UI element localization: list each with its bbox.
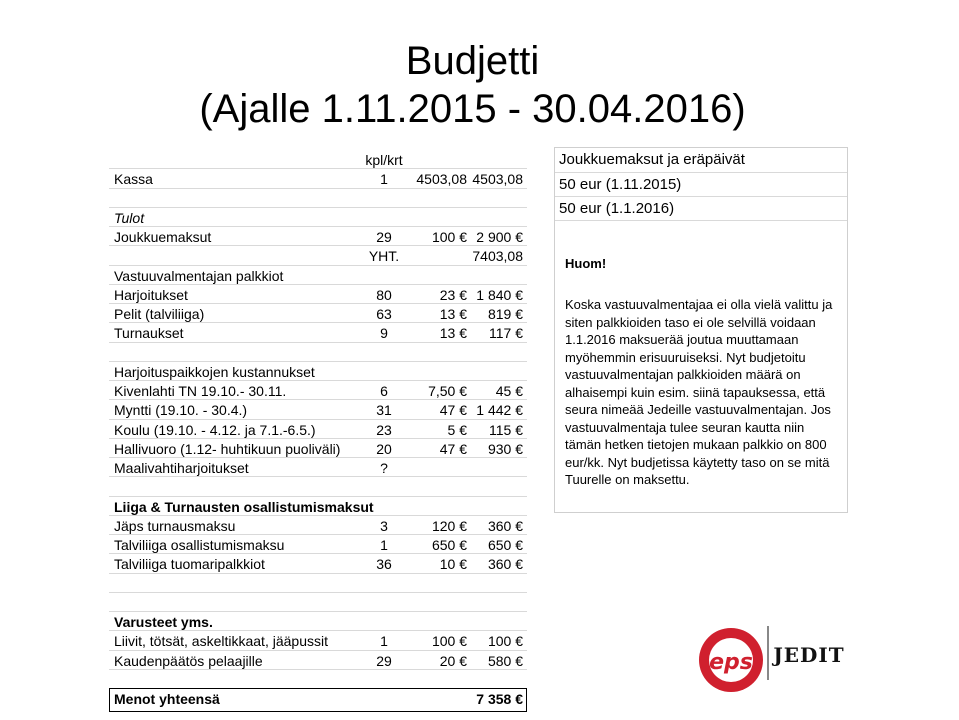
budget-row — [109, 169, 527, 189]
budget-row — [109, 266, 527, 286]
budget-row — [109, 227, 527, 247]
budget-cell-total: 1 840 € — [476, 286, 523, 303]
budget-cell-unit: 4503,08 — [416, 171, 467, 188]
budget-cell-total: 7403,08 — [472, 248, 523, 265]
budget-cell-num: 3 — [380, 517, 388, 534]
budget-cell-label: Kaudenpäätös pelaajille — [114, 652, 263, 669]
budget-cell-unit: 20 € — [439, 652, 467, 669]
budget-cell-num: 31 — [376, 402, 392, 419]
budget-cell-num: 6 — [380, 383, 388, 399]
budget-row — [109, 381, 527, 401]
budget-row — [109, 439, 527, 459]
header-kpl-krt: kpl/krt — [365, 152, 403, 168]
budget-cell-label: Harjoituspaikkojen kustannukset — [114, 363, 315, 380]
budget-row — [109, 477, 527, 497]
budget-cell-num: 80 — [376, 286, 392, 303]
budget-cell-num: YHT. — [368, 248, 400, 265]
budget-row — [109, 516, 527, 536]
budget-cell-label: Pelit (talviliiga) — [114, 306, 205, 322]
budget-cell-unit: 13 € — [439, 325, 467, 342]
budget-cell-label: Joukkuemaksut — [114, 229, 212, 245]
budget-cell-label: Myntti (19.10. - 30.4.) — [114, 402, 248, 419]
budget-cell-num: 1 — [380, 633, 388, 650]
budget-cell-unit: 10 € — [439, 556, 467, 573]
budget-cell-num: 1 — [380, 171, 388, 188]
budget-row — [109, 458, 527, 478]
budget-cell-total: 7 358 € — [476, 691, 523, 707]
logo-divider — [767, 626, 769, 680]
budget-cell-label: Kivenlahti TN 19.10.- 30.11. — [114, 383, 287, 399]
note-text: Koska vastuuvalmentajaa ei olla vielä valittu ja siten palkkioiden taso ei ole selvillä voidaan 1.1.2016 maksuerää joutua muuttamaan myöhemmin erisuuruiseksi. Nyt budjetoitu vastuuvalmentajan palkkioiden määrä on alhaisempi kuin esim. siinä tapauksessa, että seura nimeää Jedeille vastuuvalmentajan. Jos vastuuvalmentaja tulee seuran kautta niin tämän hetken tietojen mukaan palkkio on 800 eur/kk. Nyt budjetissa käytetty taso on se mitä Tuurelle on maksettu. — [565, 297, 833, 487]
note-heading: Huom! — [565, 256, 607, 271]
budget-row — [109, 208, 527, 228]
budget-row — [109, 189, 527, 209]
budget-row — [109, 497, 527, 517]
budget-cell-label: Hallivuoro (1.12- huhtikuun puoliväli) — [114, 440, 341, 457]
budget-cell-unit: 47 € — [439, 402, 467, 419]
budget-cell-total: 100 € — [487, 633, 523, 650]
budget-cell-label: Maalivahtiharjoitukset — [114, 460, 249, 476]
budget-row — [109, 554, 527, 574]
budget-cell-num: 23 — [376, 421, 392, 438]
budget-cell-unit: 100 € — [431, 633, 467, 650]
budget-row — [109, 343, 527, 363]
budget-row — [109, 285, 527, 305]
budget-row — [109, 323, 527, 343]
budget-cell-num: 36 — [376, 556, 392, 573]
budget-cell-total: 650 € — [487, 537, 523, 553]
jedit-logo-text: JEDIT — [773, 643, 845, 667]
budget-row — [109, 593, 527, 613]
budget-row — [109, 631, 527, 651]
budget-cell-total: 1 442 € — [476, 402, 523, 419]
budget-cell-num: 20 — [376, 440, 392, 457]
budget-cell-label: Vastuuvalmentajan palkkiot — [114, 267, 284, 284]
budget-cell-total: 930 € — [487, 440, 523, 457]
budget-cell-unit: 5 € — [447, 421, 467, 438]
budget-cell-unit: 120 € — [431, 517, 467, 534]
budget-row — [109, 304, 527, 324]
budget-row — [109, 670, 527, 690]
budget-cell-label: Liivit, tötsät, askeltikkaat, jääpussit — [114, 633, 328, 650]
budget-cell-label: Kassa — [114, 171, 153, 188]
budget-cell-total: 45 € — [495, 383, 523, 399]
budget-cell-unit: 13 € — [439, 306, 467, 322]
payment-heading: Joukkuemaksut ja eräpäivät — [559, 151, 745, 168]
budget-row — [109, 246, 527, 266]
budget-cell-unit: 7,50 € — [428, 383, 467, 399]
budget-cell-label: Tulot — [114, 209, 145, 226]
budget-cell-total: 580 € — [487, 652, 523, 669]
payment-2: 50 eur (1.1.2016) — [559, 200, 675, 217]
budget-cell-total: 117 € — [489, 325, 523, 342]
budget-row — [109, 420, 527, 440]
budget-cell-label: Jäps turnausmaksu — [114, 517, 236, 534]
budget-cell-num: 29 — [376, 652, 392, 669]
page-title: Budjetti — [405, 39, 540, 83]
budget-cell-unit: 650 € — [431, 537, 467, 553]
budget-cell-label: Menot yhteensä — [114, 691, 220, 707]
budget-row — [109, 362, 527, 382]
budget-cell-total: 4503,08 — [472, 171, 523, 188]
payment-1: 50 eur (1.11.2015) — [559, 176, 682, 193]
budget-cell-total: 360 € — [487, 556, 523, 573]
budget-cell-total: 2 900 € — [476, 229, 523, 245]
payment-info-panel — [554, 147, 848, 513]
budget-cell-unit: 47 € — [439, 440, 467, 457]
budget-cell-num: 1 — [380, 537, 388, 553]
budget-cell-label: Liiga & Turnausten osallistumismaksut — [114, 498, 374, 515]
budget-row — [109, 651, 527, 671]
budget-cell-total: 819 € — [487, 306, 523, 322]
budget-cell-total: 115 € — [489, 421, 523, 438]
budget-table — [109, 147, 527, 713]
budget-cell-total: 360 € — [487, 517, 523, 534]
budget-cell-label: Talviliiga osallistumismaksu — [114, 537, 285, 553]
budget-cell-label: Turnaukset — [114, 325, 184, 342]
budget-row — [109, 574, 527, 594]
budget-cell-label: Koulu (19.10. - 4.12. ja 7.1.-6.5.) — [114, 421, 316, 438]
budget-cell-num: 29 — [376, 229, 392, 245]
budget-row — [109, 689, 527, 709]
budget-row — [109, 535, 527, 555]
page-subtitle: (Ajalle 1.11.2015 - 30.04.2016) — [199, 87, 746, 131]
team-logo — [697, 616, 848, 694]
budget-cell-num: 9 — [380, 325, 388, 342]
budget-cell-unit: 100 € — [431, 229, 467, 245]
budget-cell-label: Varusteet yms. — [114, 614, 213, 630]
budget-cell-label: Talviliiga tuomaripalkkiot — [114, 556, 265, 573]
budget-cell-label: Harjoitukset — [114, 286, 188, 303]
budget-cell-unit: 23 € — [439, 286, 467, 303]
budget-cell-num: ? — [380, 460, 388, 476]
eps-logo-text: eps — [709, 650, 753, 675]
budget-cell-num: 63 — [376, 306, 392, 322]
budget-row — [109, 400, 527, 420]
budget-row — [109, 612, 527, 632]
budget-header-row — [109, 150, 527, 170]
